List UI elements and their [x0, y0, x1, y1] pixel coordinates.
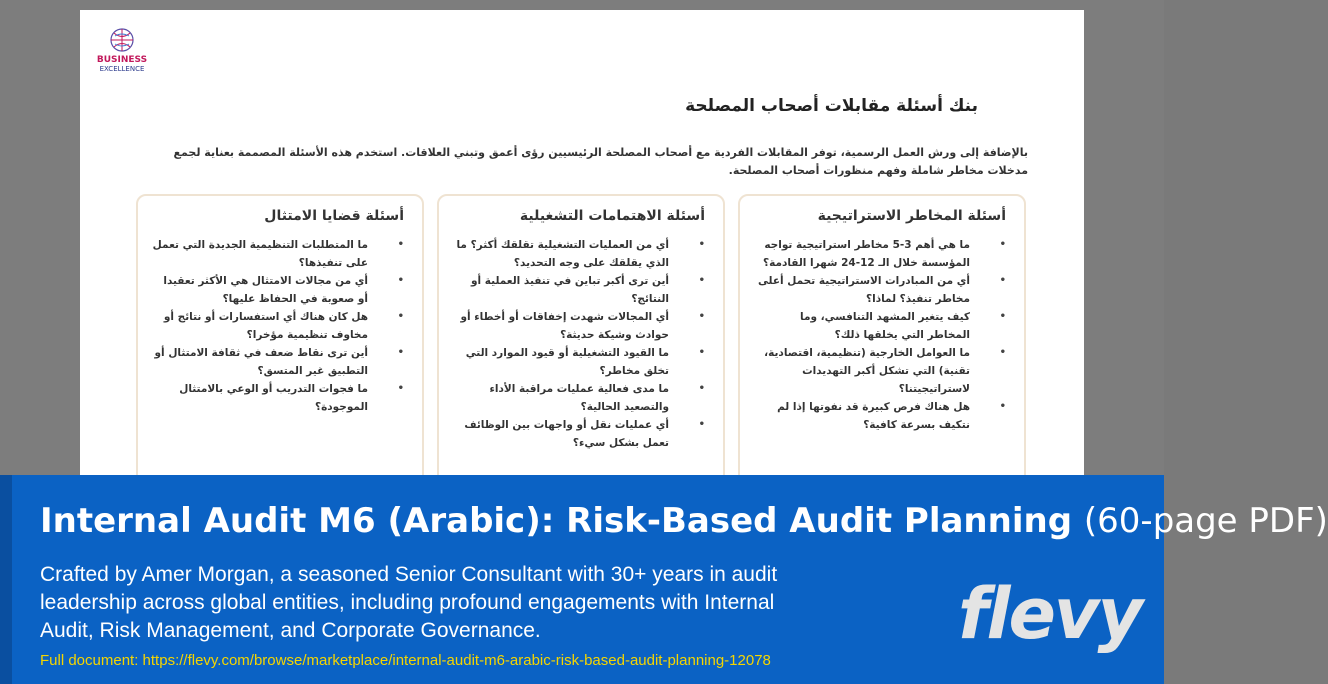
promo-banner	[0, 475, 1328, 684]
list-item: • ما العوامل الخارجية (تنظيمية، اقتصادية، تقنية) التي تشكل أكبر التهديدات لاستراتيجيتنا؟	[764, 347, 1006, 395]
banner-title-main: Internal Audit M6 (Arabic): Risk-Based Audit Planning	[40, 501, 1073, 541]
question-text: أي من العمليات التشغيلية تقلقك أكثر؟ ما الذي يقلقك على وجه التحديد؟	[456, 239, 669, 269]
card-title: أسئلة قضايا الامتثال	[264, 208, 404, 224]
list-item: • أي من المبادرات الاستراتيجية تحمل أعلى مخاطر تنفيذ؟ لماذا؟	[757, 275, 1006, 305]
card-title: أسئلة الاهتمامات التشغيلية	[519, 208, 705, 224]
list-item: • ما فجوات التدريب أو الوعي بالامتثال الموجودة؟	[179, 383, 404, 413]
full-document-link[interactable]: Full document: https://flevy.com/browse/marketplace/internal-audit-m6-arabic-risk-based-audit-planning-12078	[40, 652, 771, 669]
question-text: ما العوامل الخارجية (تنظيمية، اقتصادية، تقنية) التي تشكل أكبر التهديدات لاستراتيجيتنا؟	[764, 347, 970, 395]
question-text: أي المجالات شهدت إخفاقات أو أخطاء أو حوادث وشيكة حديثة؟	[460, 311, 669, 341]
question-text: ما هي أهم 3-5 مخاطر استراتيجية تواجه المؤسسة خلال الـ 12-24 شهرا القادمة؟	[763, 239, 970, 269]
list-item: • أي من العمليات التشغيلية تقلقك أكثر؟ ما الذي يقلقك على وجه التحديد؟	[456, 239, 705, 269]
list-item: • ما مدى فعالية عمليات مراقبة الأداء والتصعيد الحالية؟	[489, 383, 705, 413]
banner-title	[40, 501, 1328, 541]
list-item: • أين ترى أكبر تباين في تنفيذ العملية أو النتائج؟	[471, 275, 705, 305]
page-title: بنك أسئلة مقابلات أصحاب المصلحة	[685, 96, 978, 116]
compliance-issues-card	[136, 194, 424, 494]
list-item: • ما المتطلبات التنظيمية الجديدة التي تعمل على تنفيذها؟	[152, 239, 404, 269]
question-text: أين ترى أكبر تباين في تنفيذ العملية أو النتائج؟	[471, 275, 669, 305]
list-item: • هل هناك فرص كبيرة قد نفوتها إذا لم نتكيف بسرعة كافية؟	[777, 401, 1006, 431]
banner-title-suffix: (60-page PDF)	[1083, 501, 1328, 541]
question-text: أي من مجالات الامتثال هي الأكثر تعقيدا أو صعوبة في الحفاظ عليها؟	[163, 275, 368, 305]
question-text: أين ترى نقاط ضعف في ثقافة الامتثال أو التطبيق غير المتسق؟	[154, 347, 368, 377]
question-list	[754, 236, 1006, 434]
question-text: أي عمليات نقل أو واجهات بين الوظائف تعمل بشكل سيء؟	[464, 419, 669, 449]
list-item: • أين ترى نقاط ضعف في ثقافة الامتثال أو التطبيق غير المتسق؟	[154, 347, 404, 377]
question-list	[453, 236, 705, 452]
question-text: ما القيود التشغيلية أو قيود الموارد التي تخلق مخاطر؟	[465, 347, 669, 377]
banner-description: Crafted by Amer Morgan, a seasoned Senior Consultant with 30+ years in audit leadership across global entities, including profound engagements with Internal Audit, Risk Management, and Corporate Governance.	[40, 563, 778, 642]
list-item: • أي من مجالات الامتثال هي الأكثر تعقيدا أو صعوبة في الحفاظ عليها؟	[163, 275, 404, 305]
question-text: كيف يتغير المشهد التنافسي، وما المخاطر التي يخلقها ذلك؟	[800, 311, 970, 341]
business-excellence-logo	[94, 26, 150, 73]
globe-icon	[107, 26, 137, 54]
logo-text-business: BUSINESS	[96, 55, 148, 65]
operational-concerns-card	[437, 194, 725, 494]
question-text: أي من المبادرات الاستراتيجية تحمل أعلى مخاطر تنفيذ؟ لماذا؟	[757, 275, 970, 305]
question-text: هل هناك فرص كبيرة قد نفوتها إذا لم نتكيف بسرعة كافية؟	[777, 401, 970, 431]
list-item: • أي عمليات نقل أو واجهات بين الوظائف تعمل بشكل سيء؟	[464, 419, 705, 449]
question-text: ما المتطلبات التنظيمية الجديدة التي تعمل على تنفيذها؟	[152, 239, 368, 269]
strategic-risk-card	[738, 194, 1026, 494]
document-page	[80, 10, 1084, 480]
intro-paragraph: بالإضافة إلى ورش العمل الرسمية، توفر المقابلات الفردية مع أصحاب المصلحة الرئيسيين رؤى أعمق وتبني العلاقات. استخدم هذه الأسئلة المصممة بعناية لجمع مدخلات مخاطر شاملة وفهم منظورات أصحاب المصلحة.	[173, 146, 1028, 177]
list-item: • أي المجالات شهدت إخفاقات أو أخطاء أو حوادث وشيكة حديثة؟	[460, 311, 705, 341]
list-item: • ما القيود التشغيلية أو قيود الموارد التي تخلق مخاطر؟	[465, 347, 705, 377]
list-item: • هل كان هناك أي استفسارات أو نتائج أو مخاوف تنظيمية مؤخرا؟	[163, 311, 404, 341]
question-text: ما فجوات التدريب أو الوعي بالامتثال الموجودة؟	[179, 383, 368, 413]
card-title: أسئلة المخاطر الاستراتيجية	[817, 208, 1006, 224]
question-text: ما مدى فعالية عمليات مراقبة الأداء والتصعيد الحالية؟	[489, 383, 669, 413]
logo-text-excellence: EXCELLENCE	[99, 65, 145, 73]
list-item: • كيف يتغير المشهد التنافسي، وما المخاطر التي يخلقها ذلك؟	[800, 311, 1006, 341]
flevy-logo[interactable]: flevy	[958, 573, 1142, 655]
question-text: هل كان هناك أي استفسارات أو نتائج أو مخاوف تنظيمية مؤخرا؟	[163, 311, 368, 341]
question-list	[152, 236, 404, 416]
list-item: • ما هي أهم 3-5 مخاطر استراتيجية تواجه المؤسسة خلال الـ 12-24 شهرا القادمة؟	[763, 239, 1006, 269]
banner-edge	[0, 475, 12, 684]
